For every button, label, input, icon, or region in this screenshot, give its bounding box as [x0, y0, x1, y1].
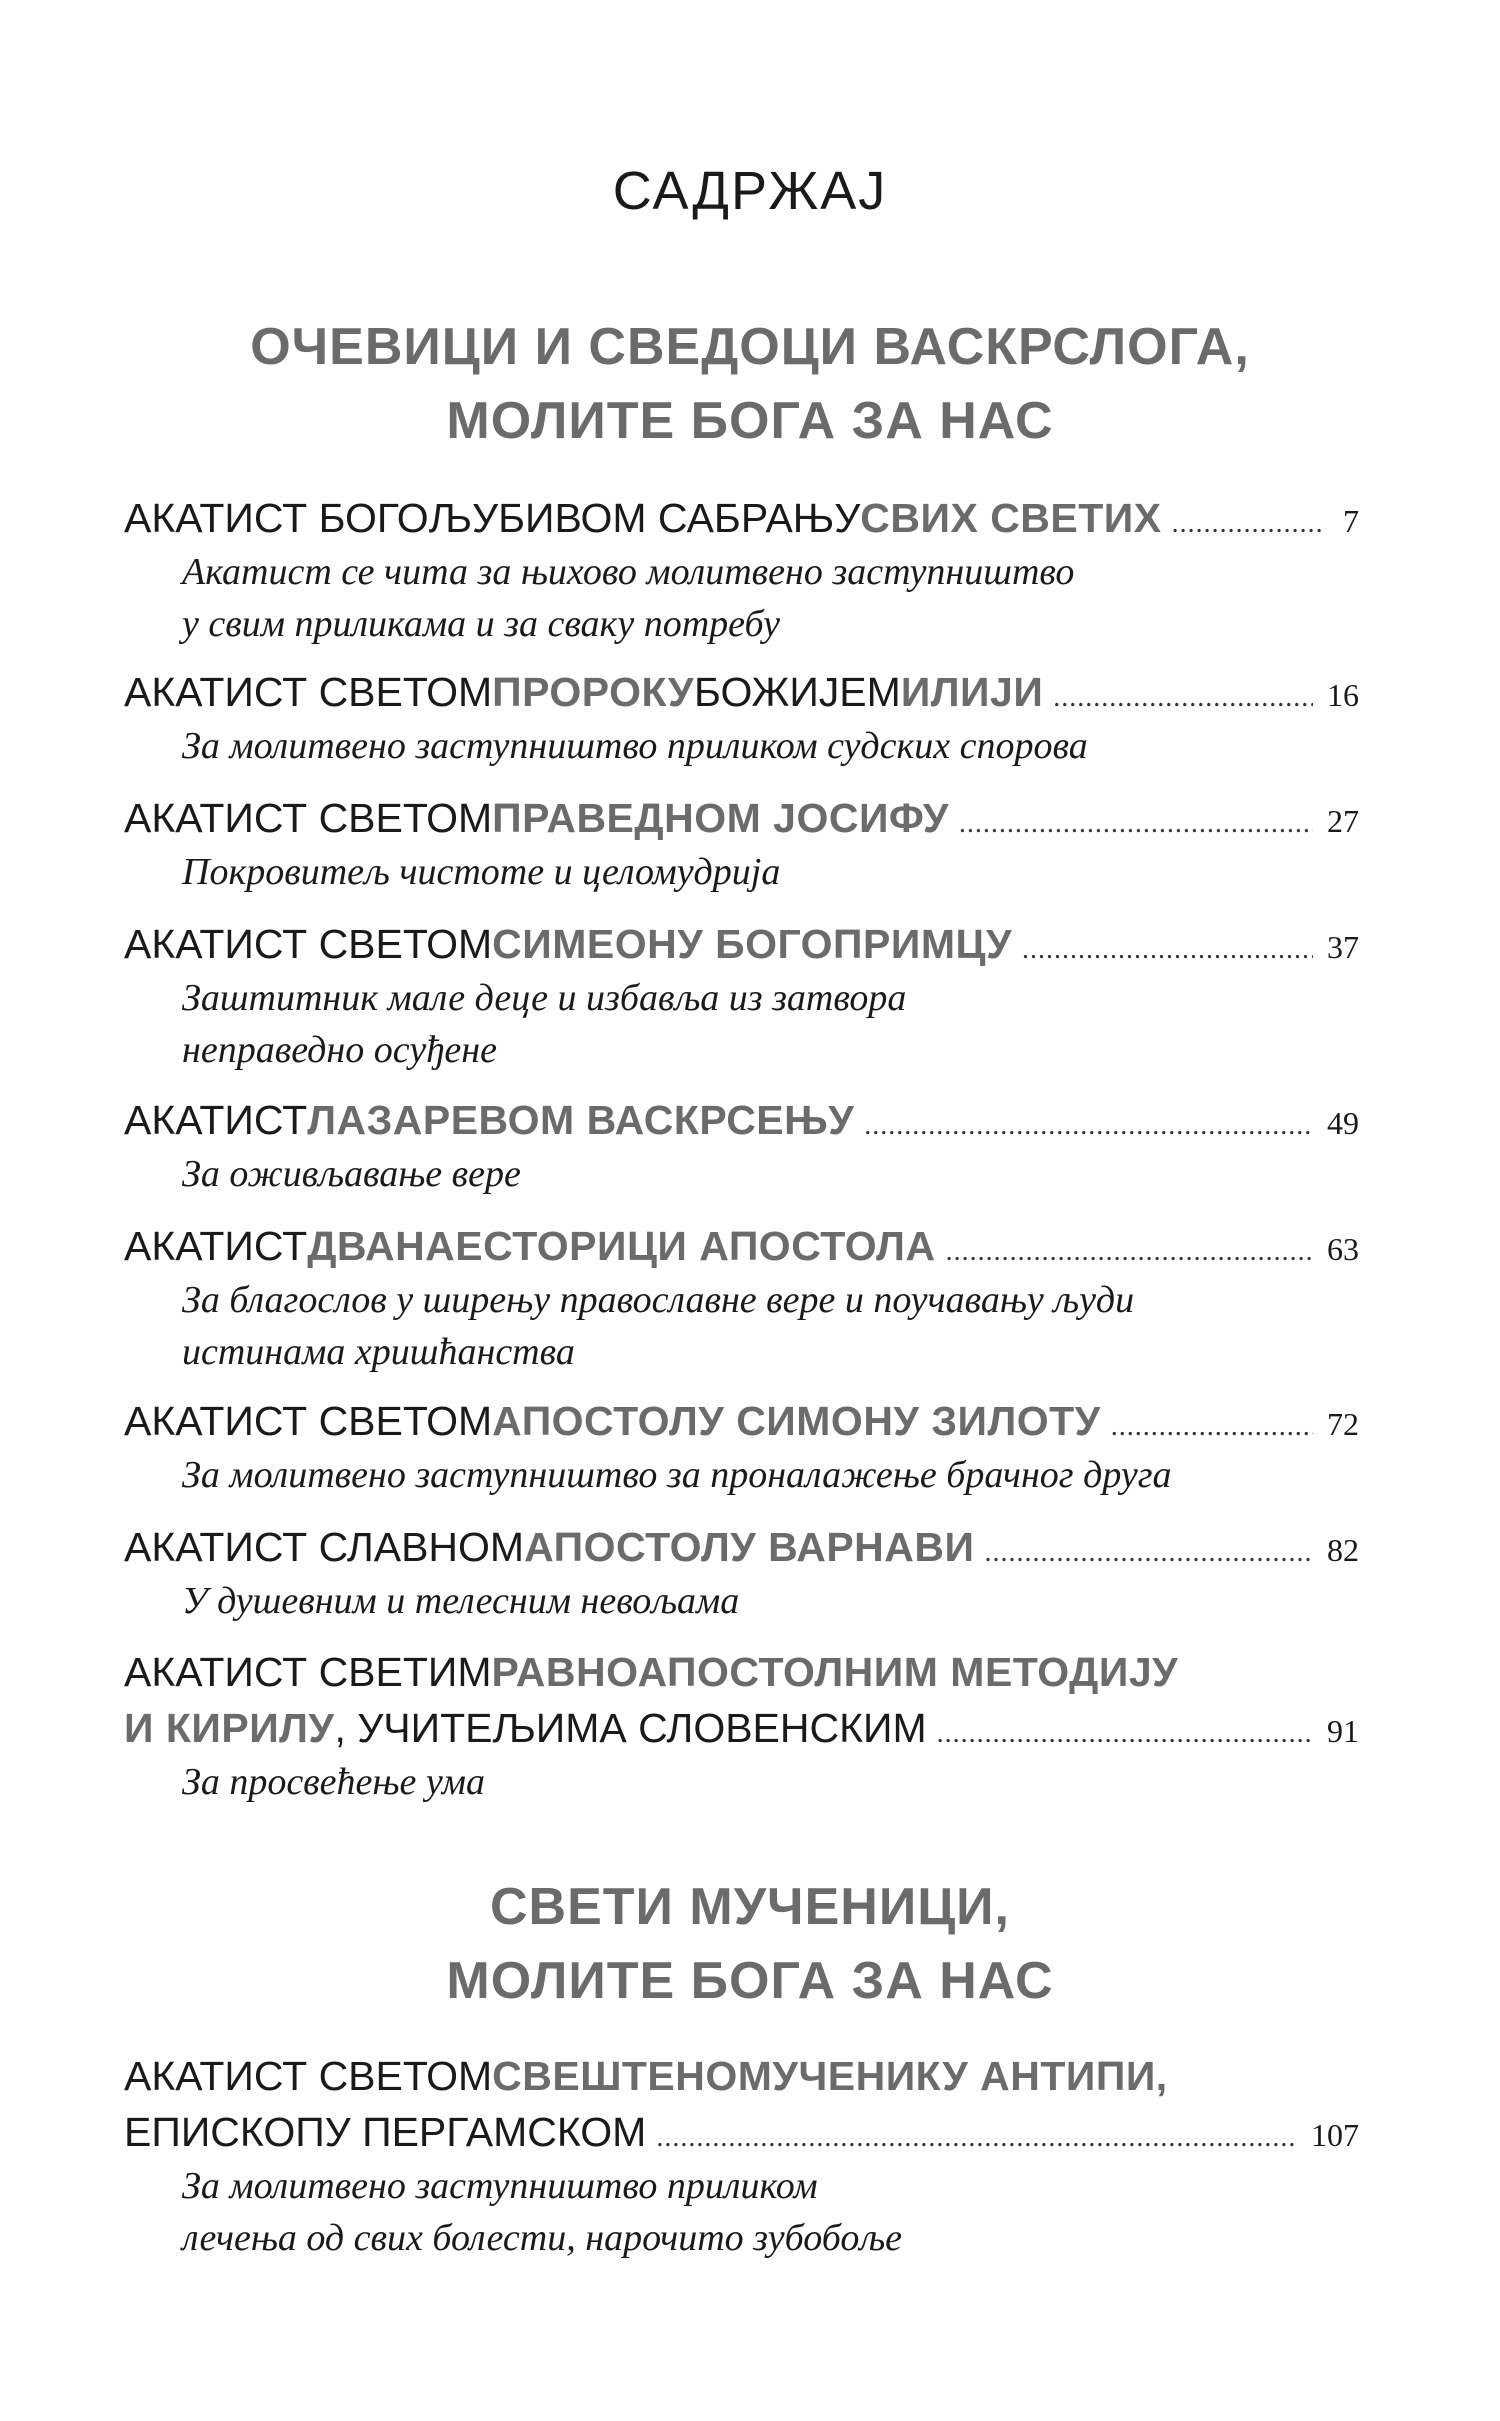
page-number: 37 [1327, 929, 1359, 965]
toc-entry[interactable] [124, 1644, 1359, 1808]
entry-title: АКАТИСТ СВЕТОМ [124, 921, 493, 967]
entry-title-highlight: ЛАЗАРЕВОМ ВАСКРСЕЊУ [307, 1097, 855, 1143]
section-heading [0, 1870, 1500, 2018]
toc-entry[interactable] [124, 916, 1359, 1076]
entry-title: АКАТИСТ БОГОЉУБИВОМ САБРАЊУ [124, 495, 861, 541]
dot-leader [1111, 1399, 1313, 1455]
entry-title-highlight: РАВНОАПОСТОЛНИМ МЕТОДИЈУ [491, 1649, 1179, 1695]
section-heading-line: МОЛИТЕ БОГА ЗА НАС [446, 1952, 1054, 2010]
dot-leader [1172, 496, 1321, 552]
entry-description: у свим приликама и за сваку потребу [182, 603, 780, 645]
entry-title: АКАТИСТ СВЕТОМ [124, 2053, 493, 2099]
entry-title-highlight: СИМЕОНУ БОГОПРИМЦУ [492, 921, 1012, 967]
section-heading-line: МОЛИТЕ БОГА ЗА НАС [446, 392, 1054, 450]
entry-title-highlight: СВИХ СВЕТИХ [860, 495, 1162, 541]
entry-description: За оживљавање вере [182, 1153, 521, 1195]
entry-description: За молитвено заступништво приликом [182, 2165, 818, 2207]
entry-title-highlight: ПРОРОКУ [492, 669, 695, 715]
page-number: 63 [1327, 1231, 1359, 1267]
entry-description: У душевним и телесним невољама [182, 1580, 740, 1622]
page-number: 91 [1327, 1713, 1359, 1749]
entry-title: АКАТИСТ СЛАВНОМ [124, 1524, 525, 1570]
page-number: 49 [1327, 1105, 1359, 1141]
entry-description: За молитвено заступништво за проналажење брачног друга [182, 1454, 1172, 1496]
toc-entry[interactable] [124, 790, 1359, 898]
entry-description: неправедно осуђене [182, 1029, 497, 1071]
dot-leader [946, 1224, 1313, 1280]
section-heading-line: СВЕТИ МУЧЕНИЦИ, [490, 1878, 1010, 1936]
entry-title: АКАТИСТ СВЕТОМ [124, 669, 493, 715]
entry-description: Акатист се чита за њихово молитвено заступништво [182, 551, 1075, 593]
toc-entry[interactable] [124, 1393, 1359, 1501]
toc-entry[interactable] [124, 1092, 1359, 1200]
entry-description: Покровитељ чистоте и целомудрија [182, 851, 781, 893]
entry-title: ЕПИСКОПУ ПЕРГАМСКОМ [124, 2109, 647, 2155]
section-heading [0, 310, 1500, 458]
toc-entry[interactable] [124, 2048, 1359, 2264]
dot-leader [656, 2110, 1297, 2166]
entry-title: , УЧИТЕЉИМА СЛОВЕНСКИМ [334, 1705, 927, 1751]
entry-title: АКАТИСТ СВЕТОМ [124, 1398, 493, 1444]
toc-title: САДРЖАЈ [612, 161, 888, 221]
page-number: 72 [1327, 1406, 1359, 1442]
dot-leader [984, 1525, 1313, 1581]
toc-entry[interactable] [124, 1519, 1359, 1627]
page-number: 107 [1311, 2117, 1359, 2153]
entry-title-highlight: СВЕШТЕНОМУЧЕНИКУ АНТИПИ, [492, 2053, 1168, 2099]
entry-title-highlight: ИЛИЈИ [900, 669, 1044, 715]
dot-leader [959, 796, 1313, 852]
entry-title-highlight: ДВАНАЕСТОРИЦИ АПОСТОЛА [307, 1223, 936, 1269]
entry-description: За молитвено заступништво приликом судских спорова [182, 725, 1088, 767]
page-number: 27 [1327, 803, 1359, 839]
toc-entry[interactable] [124, 490, 1359, 650]
entry-description: За просвећење ума [182, 1761, 485, 1803]
page-number: 16 [1327, 677, 1359, 713]
entry-description: истинама хришћанства [182, 1331, 575, 1373]
toc-entry[interactable] [124, 1218, 1359, 1378]
entry-title: АКАТИСТ СВЕТОМ [124, 795, 493, 841]
entry-description: Заштитник мале деце и избавља из затвора [182, 977, 907, 1019]
entry-title: АКАТИСТ [124, 1223, 308, 1269]
page-number: 7 [1343, 503, 1359, 539]
dot-leader [1053, 670, 1313, 726]
entry-title-highlight: И КИРИЛУ [124, 1705, 335, 1751]
entry-description: лечења од свих болести, нарочито зубобоље [182, 2217, 902, 2259]
dot-leader [937, 1706, 1313, 1762]
section-heading-line: ОЧЕВИЦИ И СВЕДОЦИ ВАСКРСЛОГА, [250, 318, 1250, 376]
page-number: 82 [1327, 1532, 1359, 1568]
entry-title: АКАТИСТ [124, 1097, 308, 1143]
entry-title-highlight: АПОСТОЛУ СИМОНУ ЗИЛОТУ [492, 1398, 1101, 1444]
dot-leader [1022, 922, 1313, 978]
entry-title-highlight: ПРАВЕДНОМ ЈОСИФУ [492, 795, 949, 841]
entry-title: АКАТИСТ СВЕТИМ [124, 1649, 492, 1695]
entry-title: БОЖИЈЕМ [694, 669, 901, 715]
entry-title-highlight: АПОСТОЛУ ВАРНАВИ [524, 1524, 975, 1570]
toc-entry[interactable] [124, 664, 1359, 772]
dot-leader [864, 1098, 1313, 1154]
entry-description: За благослов у ширењу православне вере и поучавању људи [182, 1279, 1135, 1321]
